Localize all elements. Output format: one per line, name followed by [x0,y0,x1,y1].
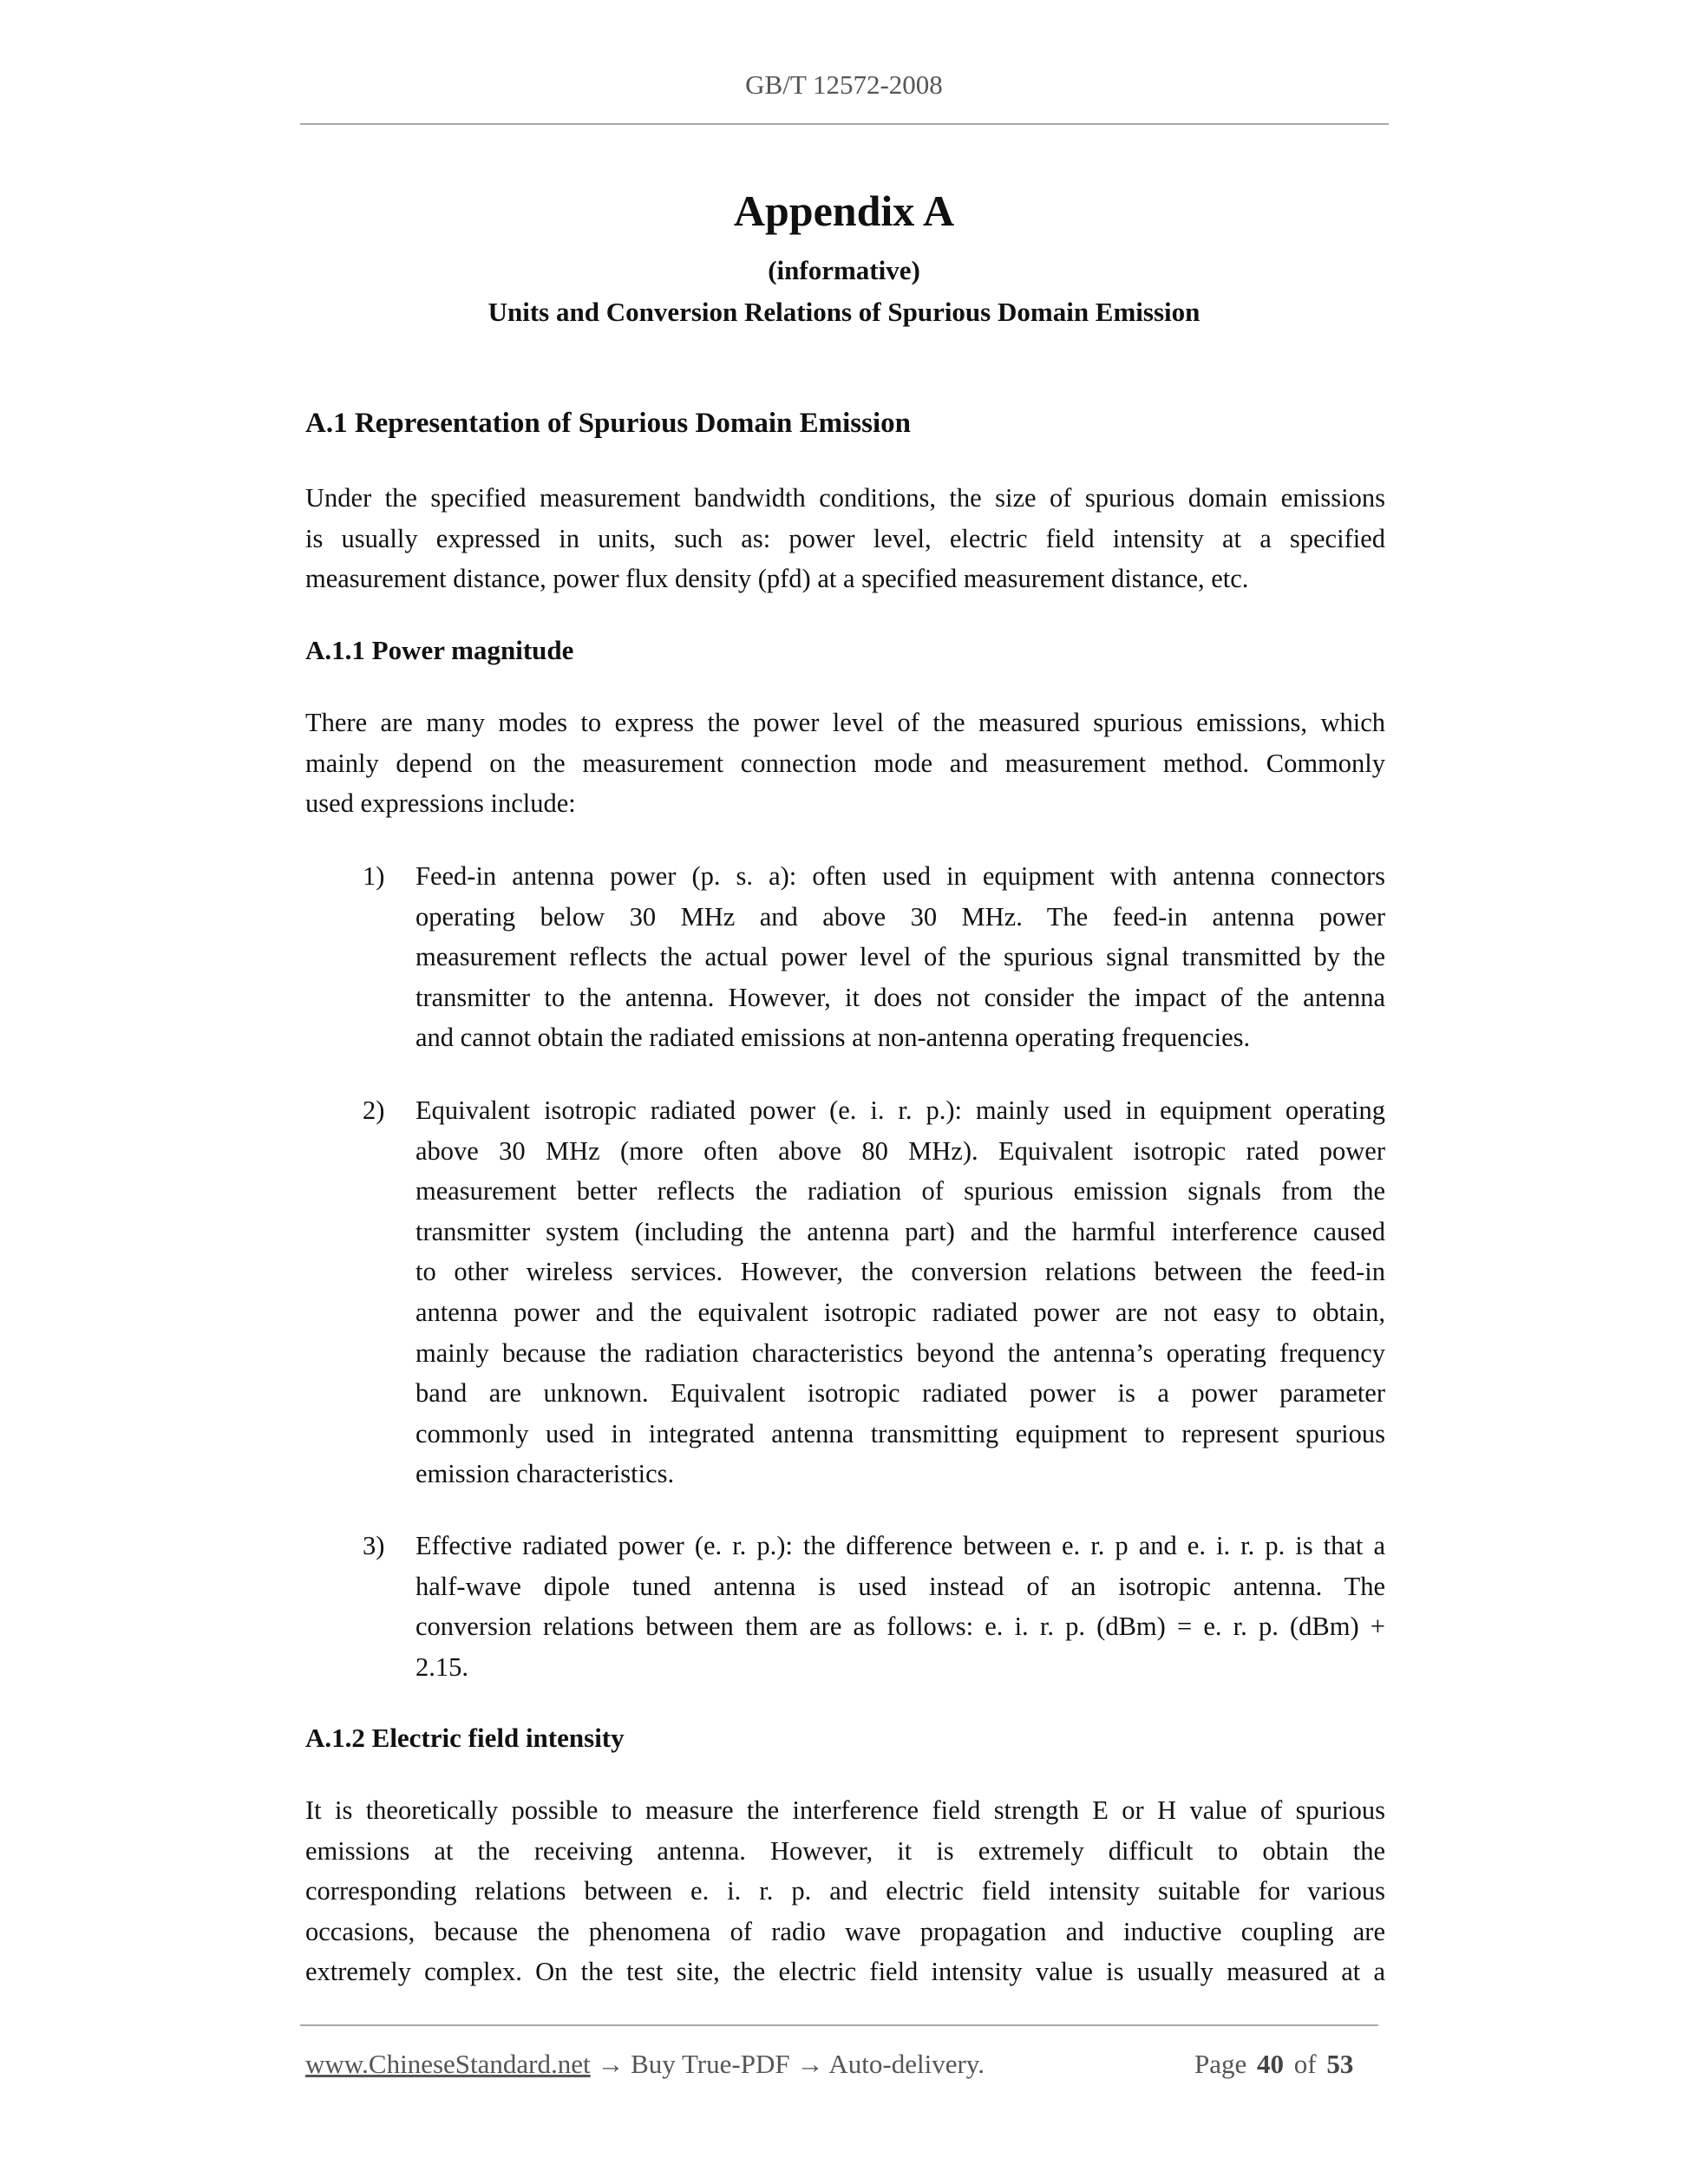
text-line: to other wireless services. However, the conversion relations between the feed-in [415,1257,1385,1287]
page-number [1194,2049,1353,2080]
arrow-icon: → [796,2049,824,2079]
text-line: There are many modes to express the power level of the measured spurious emissions, which [305,708,1385,737]
paragraph-a12 [305,1790,1385,1992]
text-line: operating below 30 MHz and above 30 MHz. The feed-in antenna power [415,901,1385,932]
text-line: It is theoretically possible to measure the interference field strength E or H value of spurious [305,1795,1385,1825]
page-label: Page [1194,2049,1247,2079]
list-item [415,1526,1385,1687]
page-title: Appendix A [733,186,955,235]
text-line: corresponding relations between e. i. r. p. and electric field intensity suitable for various [305,1876,1385,1906]
of-label: of [1293,2049,1317,2079]
current-page: 40 [1257,2049,1285,2079]
text-line: emissions at the receiving antenna. However, it is extremely difficult to obtain the [305,1835,1385,1866]
paragraph-a11 [305,703,1385,824]
list-number: 1) [363,861,385,891]
list-number: 3) [363,1531,385,1560]
footer-divider [300,2024,1378,2026]
buy-text: Buy True-PDF [631,2049,790,2079]
text-line: mainly depend on the measurement connection mode and measurement method. Commonly [305,748,1385,778]
footer-promo [305,2049,985,2080]
text-line: band are unknown. Equivalent isotropic radiated power is a power parameter [415,1378,1385,1409]
section-heading-a12: A.1.2 Electric field intensity [305,1723,625,1753]
text-line: measurement reflects the actual power level of the spurious signal transmitted by the [415,942,1385,972]
text-line: used expressions include: [305,788,576,819]
text-line: antenna power and the equivalent isotropic radiated power are not easy to obtain, [415,1297,1385,1327]
text-line: transmitter system (including the antenna part) and the harmful interference caused [415,1216,1385,1246]
list-item [415,856,1385,1058]
header-divider [300,123,1389,125]
text-line: and cannot obtain the radiated emissions at non-antenna operating frequencies. [415,1023,1251,1053]
appendix-subtitle: Units and Conversion Relations of Spurious Domain Emission [487,297,1201,327]
text-line: half-wave dipole tuned antenna is used instead of an isotropic antenna. The [415,1571,1385,1601]
section-heading-a11: A.1.1 Power magnitude [305,635,574,665]
text-line: Equivalent isotropic radiated power (e. i. r. p.): mainly used in equipment operating [415,1095,1385,1125]
website-link[interactable]: www.ChineseStandard.net [305,2049,591,2079]
total-pages: 53 [1326,2049,1354,2079]
text-line: conversion relations between them are as follows: e. i. r. p. (dBm) = e. r. p. (dBm) + [415,1612,1385,1642]
text-line: Feed-in antenna power (p. s. a): often used in equipment with antenna connectors [415,861,1385,891]
text-line: emission characteristics. [415,1459,675,1489]
text-line: extremely complex. On the test site, the electric field intensity value is usually measured at a [305,1957,1385,1987]
text-line: mainly because the radiation characteristics beyond the antenna’s operating frequency [415,1337,1385,1368]
text-line: above 30 MHz (more often above 80 MHz). Equivalent isotropic rated power [415,1135,1385,1166]
text-line: 2.15. [415,1651,468,1682]
text-line: occasions, because the phenomena of radio wave propagation and inductive coupling are [305,1916,1385,1946]
list-number: 2) [363,1095,385,1125]
text-line: Under the specified measurement bandwidth conditions, the size of spurious domain emissions [305,483,1385,513]
text-line: transmitter to the antenna. However, it does not consider the impact of the antenna [415,982,1385,1012]
delivery-text: Auto-delivery. [828,2049,985,2079]
arrow-icon: → [597,2049,625,2079]
text-line: Effective radiated power (e. r. p.): the difference between e. r. p and e. i. r. p. is that a [415,1531,1385,1560]
text-line: commonly used in integrated antenna transmitting equipment to represent spurious [415,1418,1385,1448]
text-line: measurement better reflects the radiation of spurious emission signals from the [415,1176,1385,1206]
paragraph-a1 [305,478,1385,599]
appendix-type: (informative) [768,255,920,285]
list-item [415,1090,1385,1494]
section-heading-a1: A.1 Representation of Spurious Domain Emission [305,408,911,439]
text-line: measurement distance, power flux density (pfd) at a specified measurement distance, etc. [305,564,1249,594]
running-header: GB/T 12572-2008 [745,69,943,100]
text-line: is usually expressed in units, such as: power level, electric field intensity at a specified [305,523,1385,553]
